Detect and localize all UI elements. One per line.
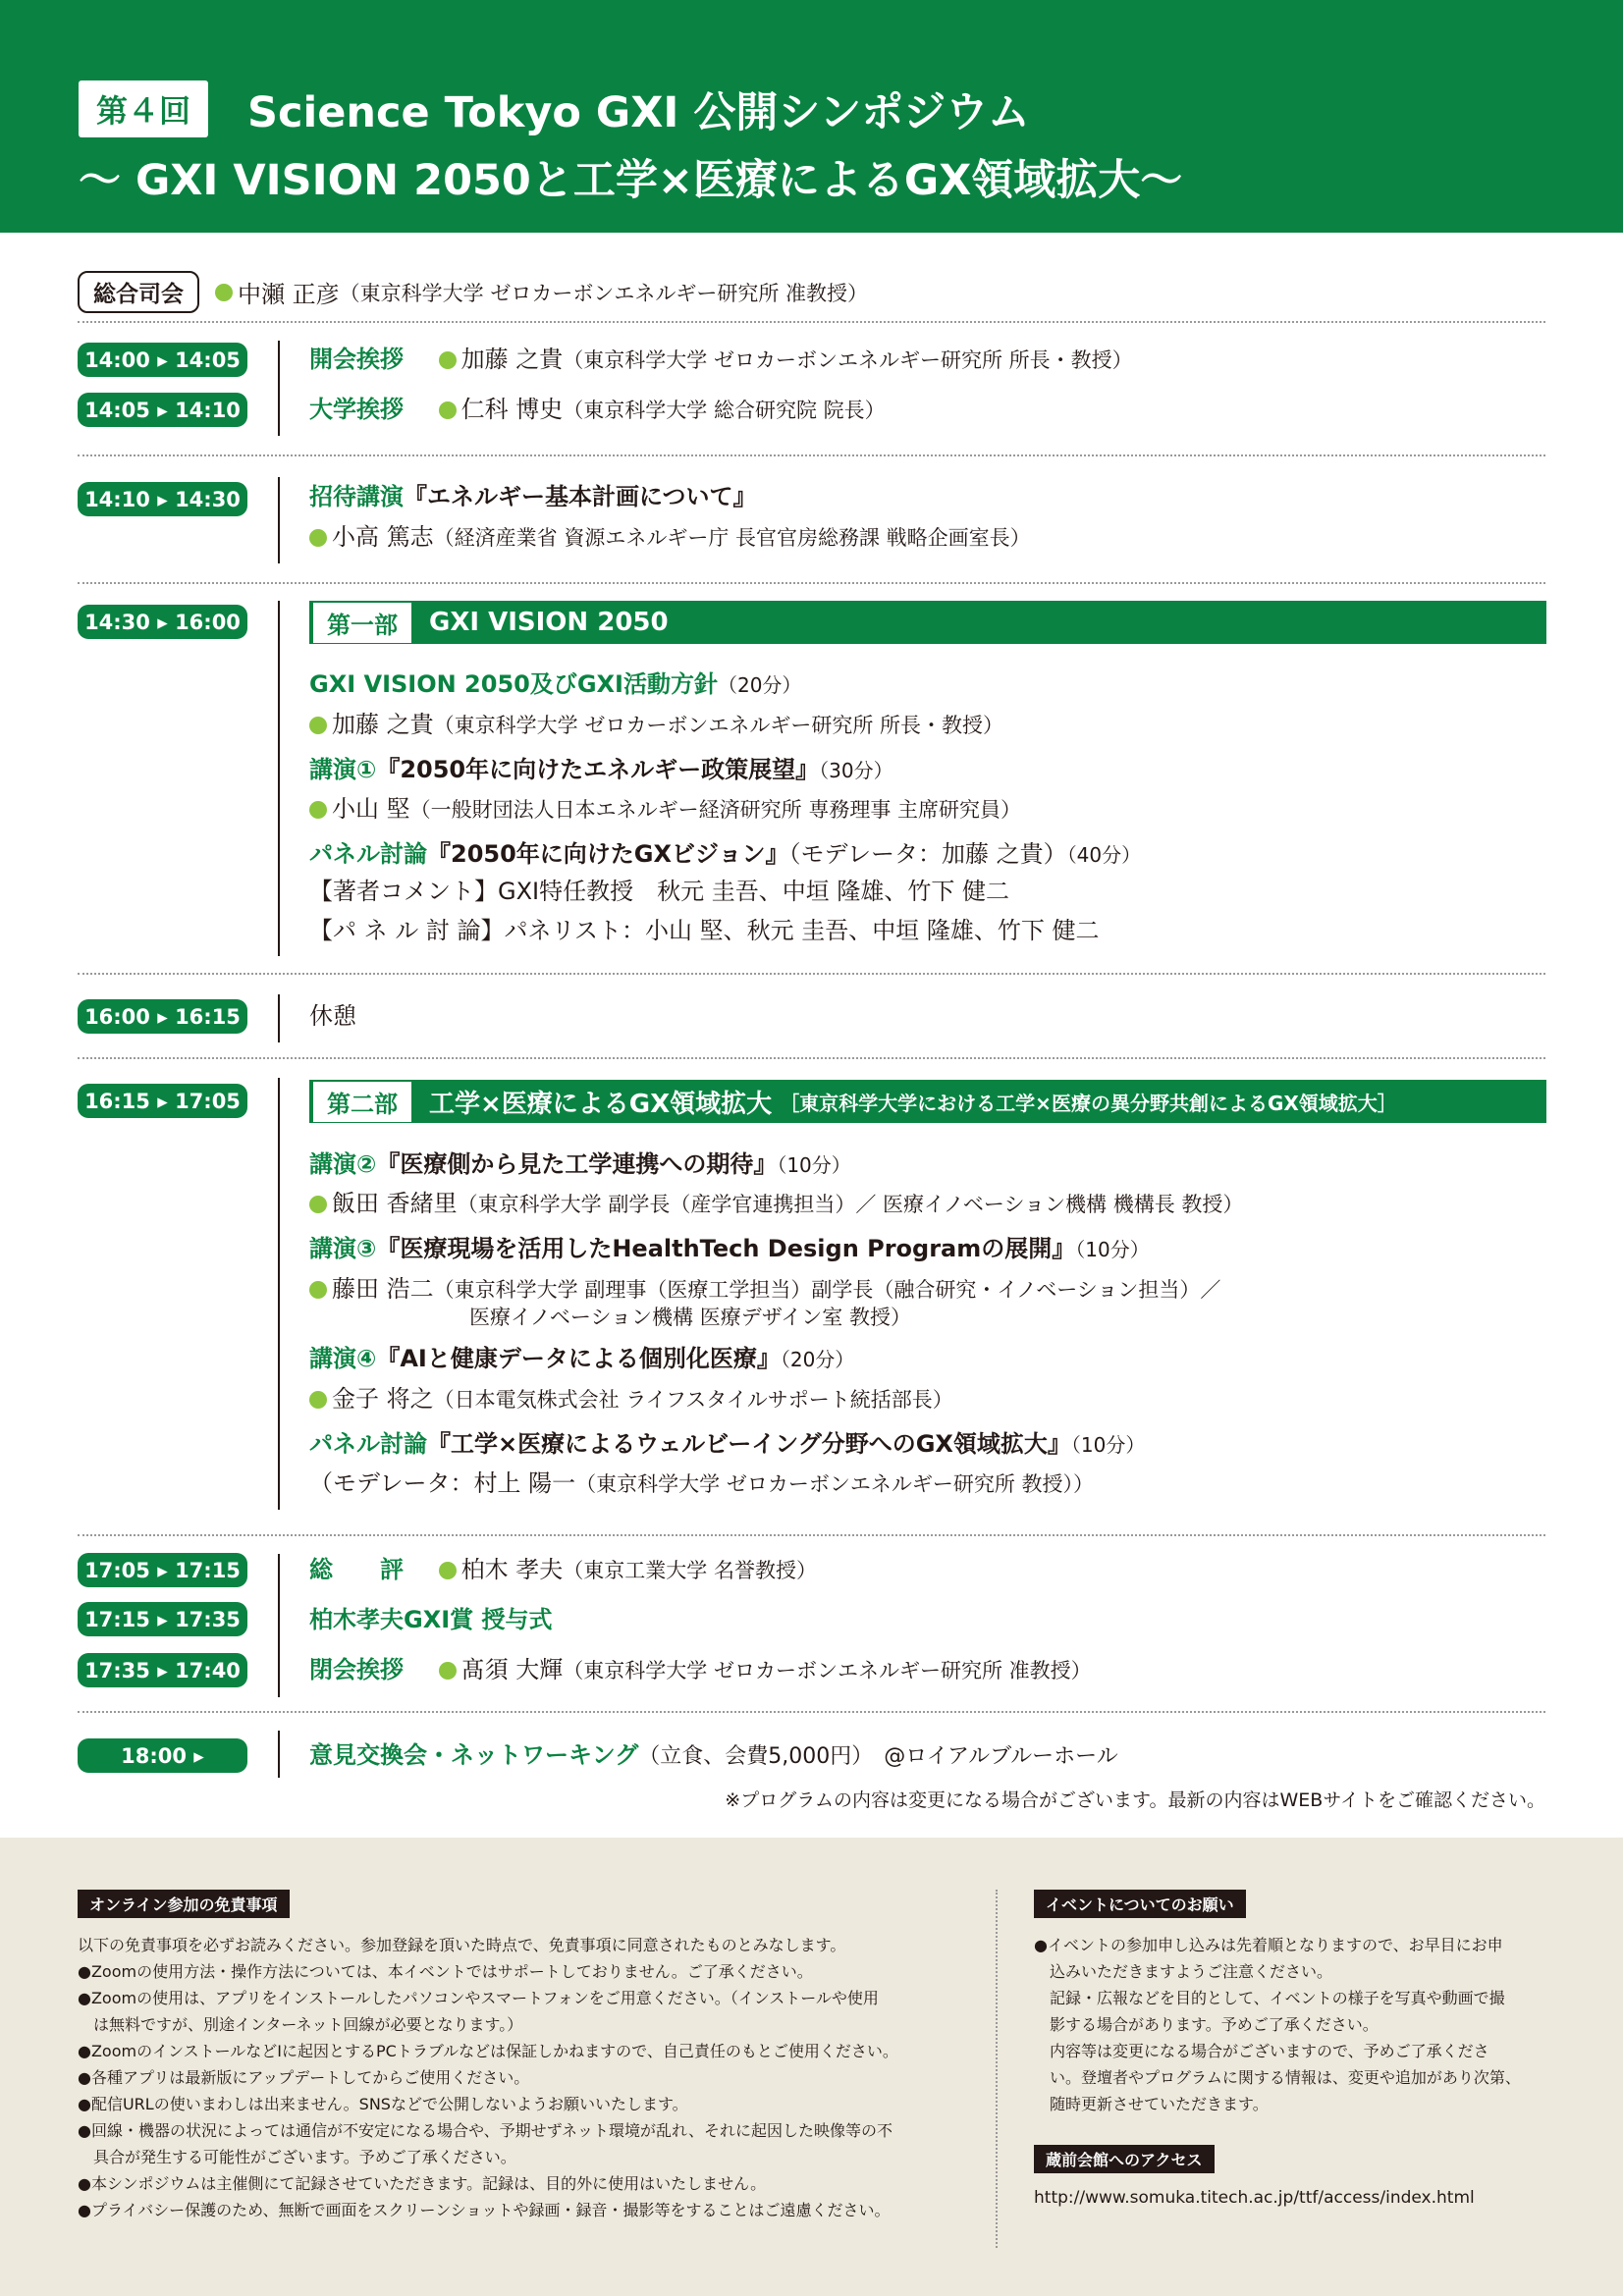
speaker-name: 柏木 孝夫 <box>460 1556 564 1583</box>
part1-badge: 第一部 <box>313 603 411 643</box>
university-remarks-row <box>309 394 886 426</box>
session-duration: （40分） <box>1066 843 1142 867</box>
event-subtitle: 〜 GXI VISION 2050と工学×医療によるGX領域拡大〜 <box>79 156 1183 205</box>
footer-line: ●ZoomのインストールなどIに起因とするPCトラブルなどは保証しかねますので、自己責任のもとご使用ください。 <box>78 2042 898 2060</box>
speaker-affiliation: （東京科学大学 総合研究院 院長） <box>563 399 886 422</box>
speaker-affiliation: （日本電気株式会社 ライフスタイルサポート統括部長） <box>433 1388 953 1412</box>
separator <box>78 1534 1545 1536</box>
timeline-divider <box>278 341 280 436</box>
speaker-name: 飯田 香緒里 <box>332 1190 458 1217</box>
panel-moderator: （モデレータ：村上 陽一 <box>309 1469 576 1497</box>
lecture-title: 『エネルギー基本計画について』 <box>404 483 757 510</box>
speaker-affiliation: （一般財団法人日本エネルギー経済研究所 専務理事 主席研究員） <box>409 798 1021 822</box>
closing-remarks-row <box>309 1654 1092 1686</box>
disclaimer-list <box>78 1932 981 2223</box>
mc-row <box>78 271 868 313</box>
separator <box>78 582 1545 584</box>
lecture-label: 講演① <box>309 756 377 783</box>
footer-line: 以下の免責事項を必ずお読みください。参加登録を頂いた時点で、免責事項に同意されたものとみなします。 <box>78 1936 846 1954</box>
speaker-name: 髙須 大輝 <box>460 1656 564 1683</box>
lecture4-speaker-row <box>309 1383 953 1415</box>
part2-subtitle: ［東京科学大学における工学×医療の異分野共創によるGX領域拡大］ <box>780 1091 1397 1115</box>
lecture2-speaker-row <box>309 1188 1243 1220</box>
event-title: Science Tokyo GXI 公開シンポジウム <box>247 87 1030 137</box>
panel2-title-row <box>309 1428 1145 1461</box>
speaker-name: 小山 堅 <box>332 795 410 823</box>
footer-line: 記録・広報などを目的として、イベントの様子を写真や動画で撮 <box>1034 1989 1505 2007</box>
speaker-name: 藤田 浩二 <box>332 1275 434 1303</box>
opening-remarks-row <box>309 344 1133 376</box>
bullet-icon <box>309 529 327 547</box>
mc-name: 中瀬 正彦 <box>238 281 340 308</box>
speaker-affiliation: （東京科学大学 副学長（産学官連携担当）／ 医療イノベーション機構 機構長 教授） <box>457 1193 1244 1216</box>
session-title: GXI VISION 2050及びGXI活動方針 <box>309 670 718 698</box>
timeline-divider <box>278 1731 280 1778</box>
panel-moderator: （モデレータ：加藤 之貴） <box>788 840 1067 868</box>
timeline-divider <box>278 477 280 563</box>
invited-label: 招待講演 <box>309 483 404 510</box>
edition-badge: 第４回 <box>79 80 208 137</box>
part2-badge: 第二部 <box>313 1082 411 1122</box>
speaker-name: 金子 将之 <box>332 1385 434 1413</box>
footer-line: 具合が発生する可能性がございます。予めご了承ください。 <box>78 2148 516 2166</box>
speaker-affiliation: （東京科学大学 ゼロカーボンエネルギー研究所 准教授） <box>563 1659 1092 1682</box>
speaker-name: 加藤 之貴 <box>460 346 564 373</box>
footer-line: い。登壇者やプログラムに関する情報は、変更や追加があり次第、 <box>1034 2068 1521 2087</box>
timeline-divider <box>278 994 280 1042</box>
lecture-title: 『医療側から見た工学連携への期待』 <box>376 1150 778 1178</box>
time-slot-pill: 14:30 ▸ 16:00 <box>78 605 247 639</box>
closing-label: 閉会挨拶 <box>309 1656 404 1683</box>
speaker-affiliation: （東京工業大学 名誉教授） <box>563 1559 817 1582</box>
mc-label: 総合司会 <box>78 271 199 313</box>
requests-list <box>1034 1932 1564 2117</box>
time-slot-pill: 17:15 ▸ 17:35 <box>78 1602 247 1636</box>
bullet-icon <box>309 1391 327 1409</box>
panel1-comment-row: 【著者コメント】GXI特任教授 秋元 圭吾、中垣 隆雄、竹下 健二 <box>309 878 1010 905</box>
panel1-panelists-row: 【パ ネ ル 討 論】パネリスト：小山 堅、秋元 圭吾、中垣 隆雄、竹下 健二 <box>309 917 1100 944</box>
footer-line: 随時更新させていただきます。 <box>1034 2095 1269 2113</box>
timeline-divider <box>278 1078 280 1510</box>
session-duration: （20分） <box>717 673 802 697</box>
header-banner <box>0 0 1623 233</box>
speaker-affiliation: 医療イノベーション機構 医療デザイン室 教授） <box>469 1306 911 1329</box>
disclaimer-tag: オンライン参加の免責事項 <box>78 1890 290 1918</box>
separator <box>78 1057 1545 1059</box>
lecture1-title-row <box>309 754 893 786</box>
lecture-label: 講演② <box>309 1150 377 1178</box>
part2-title: 工学×医療によるGX領域拡大 <box>429 1089 773 1119</box>
panel-title: 『2050年に向けたGXビジョン』 <box>427 840 789 868</box>
footer-line: 影する場合があります。予めご了承ください。 <box>1034 2015 1379 2034</box>
separator <box>78 1711 1545 1713</box>
lecture-label: 講演④ <box>309 1345 377 1372</box>
footer-line: ●各種アプリは最新版にアップデートしてからご使用ください。 <box>78 2068 530 2087</box>
speaker-name: 小高 篤志 <box>332 523 434 551</box>
networking-row <box>309 1739 1118 1773</box>
footer-line: ●プライバシー保護のため、無断で画面をスクリーンショットや録画・録音・撮影等をすることはご遠慮ください。 <box>78 2201 891 2219</box>
opening-label: 開会挨拶 <box>309 346 404 373</box>
online-disclaimer <box>78 1890 981 2223</box>
bullet-icon <box>215 284 233 301</box>
panel-title: 『工学×医療によるウェルビーイング分野へのGX領域拡大』 <box>427 1430 1071 1458</box>
session-speaker-row <box>309 709 1003 741</box>
time-slot-pill: 14:05 ▸ 14:10 <box>78 393 247 427</box>
requests-tag: イベントについてのお願い <box>1034 1890 1246 1918</box>
lecture-label: 講演③ <box>309 1235 377 1262</box>
bullet-icon <box>439 1562 457 1579</box>
access-url-link[interactable]: http://www.somuka.titech.ac.jp/ttf/access/index.html <box>1034 2188 1475 2208</box>
panel1-title-row <box>309 838 1141 871</box>
time-slot-pill: 18:00 ▸ <box>78 1738 247 1773</box>
timeline-divider <box>278 1554 280 1697</box>
footer-line: 込みいただきますようご注意ください。 <box>1034 1962 1333 1981</box>
timeline-divider <box>278 601 280 956</box>
time-slot-pill: 17:35 ▸ 17:40 <box>78 1653 247 1687</box>
time-slot-pill: 16:15 ▸ 17:05 <box>78 1084 247 1118</box>
lecture4-title-row <box>309 1343 854 1375</box>
networking-label: 意見交換会・ネットワーキング <box>309 1741 639 1769</box>
separator <box>78 454 1545 456</box>
university-label: 大学挨拶 <box>309 396 404 423</box>
footer-line: ●配信URLの使いまわしは出来ません。SNSなどで公開しないようお願いいたします。 <box>78 2095 688 2113</box>
review-label: 総 評 <box>309 1556 404 1583</box>
panel-label: パネル討論 <box>309 1430 427 1458</box>
bullet-icon <box>309 801 327 819</box>
footer-divider <box>996 1890 998 2248</box>
lecture-title: 『医療現場を活用したHealthTech Design Programの展開』 <box>376 1235 1076 1262</box>
award-label: 柏木孝夫GXI賞 授与式 <box>309 1606 553 1633</box>
footer-panel <box>0 1838 1623 2296</box>
part2-header-bar <box>309 1080 1546 1123</box>
review-row <box>309 1554 817 1586</box>
networking-detail: （立食、会費5,000円） @ロイアルブルーホール <box>638 1744 1118 1769</box>
footer-line: ●イベントの参加申し込みは先着順となりますので、お早目にお申 <box>1034 1936 1503 1954</box>
time-slot-pill: 14:10 ▸ 14:30 <box>78 482 247 516</box>
lecture1-speaker-row <box>309 793 1021 826</box>
footer-line: ●回線・機器の状況によっては通信が不安定になる場合や、予期せずネット環境が乱れ、それに起因した映像等の不 <box>78 2121 893 2140</box>
moderator-affiliation: （東京科学大学 ゼロカーボンエネルギー研究所 教授）） <box>575 1472 1095 1496</box>
footer-line: ●Zoomの使用方法・操作方法については、本イベントではサポートしておりません。ご了承ください。 <box>78 1962 813 1981</box>
lecture3-title-row <box>309 1233 1150 1265</box>
footer-line: ●Zoomの使用は、アプリをインストールしたパソコンやスマートフォンをご用意ください。（インストールや使用 <box>78 1989 879 2007</box>
lecture-title: 『2050年に向けたエネルギー政策展望』 <box>376 756 820 783</box>
speaker-affiliation: （経済産業省 資源エネルギー庁 長官官房総務課 戦略企画室長） <box>433 526 1031 550</box>
bullet-icon <box>309 1196 327 1213</box>
time-slot-pill: 14:00 ▸ 14:05 <box>78 343 247 377</box>
speaker-name: 仁科 博史 <box>460 396 564 423</box>
bullet-icon <box>439 1662 457 1680</box>
part1-header-bar <box>309 601 1546 644</box>
session-duration: （10分） <box>1075 1238 1150 1261</box>
header-line1 <box>79 80 1030 137</box>
footer-line: は無料ですが、別途インターネット回線が必要となります。） <box>78 2015 523 2034</box>
time-slot-pill: 17:05 ▸ 17:15 <box>78 1553 247 1587</box>
invited-lecture-title-row <box>309 481 757 512</box>
footer-line: ●本シンポジウムは主催側にて記録させていただきます。記録は、目的外に使用はいたしません。 <box>78 2174 767 2193</box>
bullet-icon <box>439 401 457 419</box>
lecture-title: 『AIと健康データによる個別化医療』 <box>376 1345 781 1372</box>
speaker-affiliation: （東京科学大学 副理事（医療工学担当）副学長（融合研究・イノベーション担当）／ <box>433 1278 1221 1302</box>
access-tag: 蔵前会館へのアクセス <box>1034 2145 1215 2173</box>
program-note: ※プログラムの内容は変更になる場合がございます。最新の内容はWEBサイトをご確認ください。 <box>725 1789 1545 1811</box>
bullet-icon <box>439 351 457 369</box>
speaker-affiliation: （東京科学大学 ゼロカーボンエネルギー研究所 所長・教授） <box>563 348 1133 372</box>
mc-affiliation: （東京科学大学 ゼロカーボンエネルギー研究所 准教授） <box>339 281 868 305</box>
panel-label: パネル討論 <box>309 840 427 868</box>
footer-line: 内容等は変更になる場合がございますので、予めご了承くださ <box>1034 2042 1489 2060</box>
time-slot-pill: 16:00 ▸ 16:15 <box>78 999 247 1034</box>
session-title-row <box>309 668 801 701</box>
separator <box>78 321 1545 323</box>
separator <box>78 973 1545 975</box>
bullet-icon <box>309 1281 327 1299</box>
lecture3-affiliation-cont <box>469 1301 911 1333</box>
session-duration: （10分） <box>1070 1433 1146 1457</box>
panel2-moderator-row <box>309 1468 1094 1500</box>
session-duration: （20分） <box>780 1348 855 1371</box>
session-duration: （10分） <box>777 1153 851 1177</box>
part1-title: GXI VISION 2050 <box>429 608 669 637</box>
invited-speaker-row <box>309 521 1031 554</box>
event-requests <box>1034 1890 1564 2212</box>
speaker-affiliation: （東京科学大学 ゼロカーボンエネルギー研究所 所長・教授） <box>433 714 1003 737</box>
award-row <box>309 1604 553 1635</box>
speaker-name: 加藤 之貴 <box>332 711 434 738</box>
session-duration: （30分） <box>819 759 893 782</box>
break-label: 休憩 <box>309 1002 356 1030</box>
bullet-icon <box>309 717 327 734</box>
lecture2-title-row <box>309 1148 851 1181</box>
